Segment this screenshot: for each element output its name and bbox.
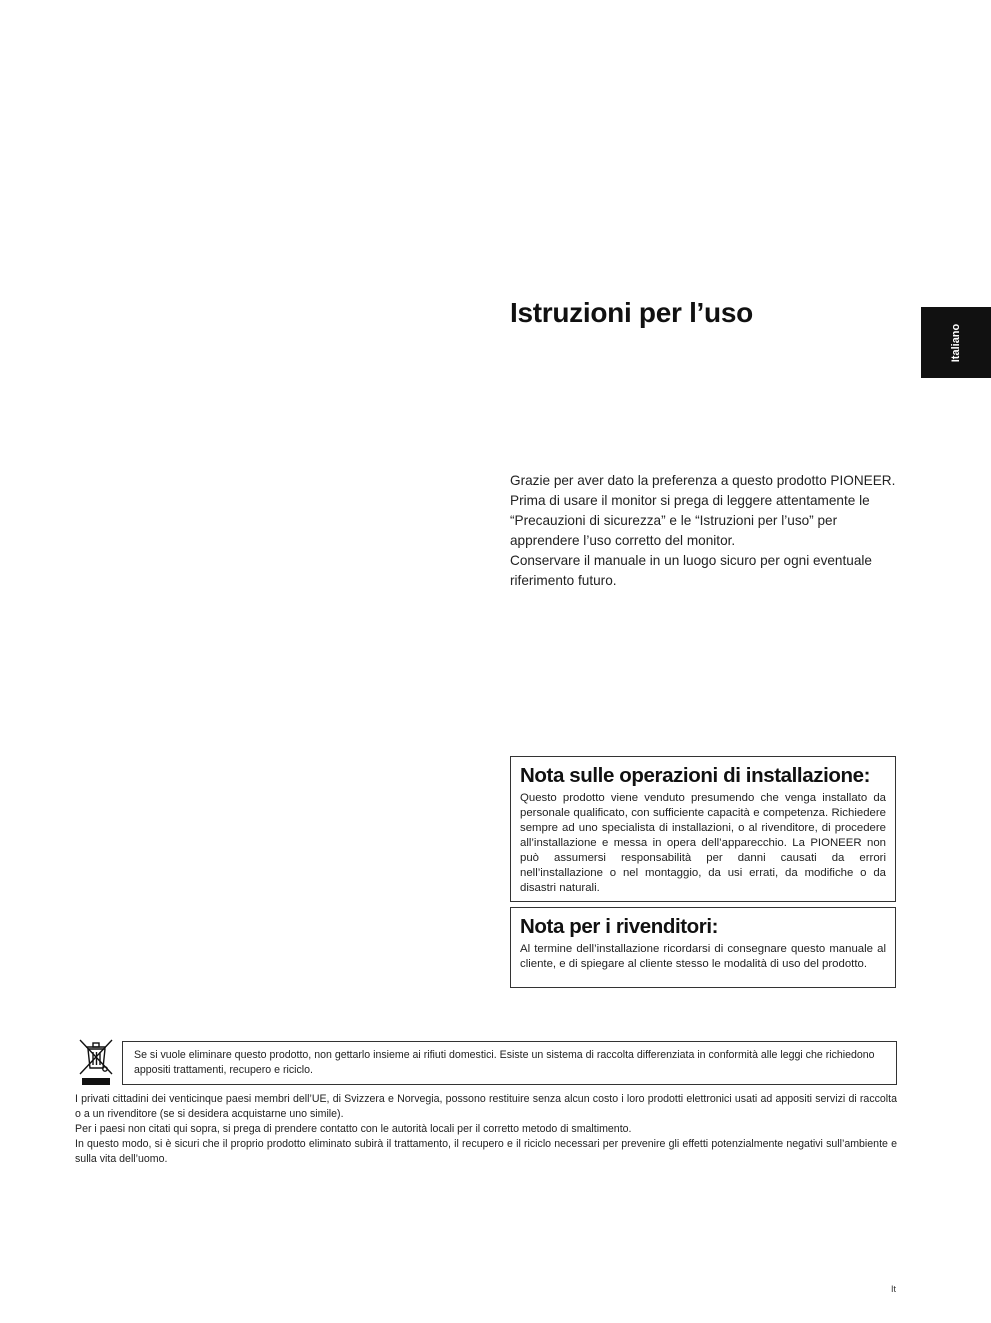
- language-tab-label: Italiano: [950, 323, 962, 362]
- installation-note-box: [510, 756, 896, 902]
- disposal-paragraph: Per i paesi non citati qui sopra, si prega di prendere contatto con le autorità locali per il corretto metodo di smaltimento.: [75, 1123, 632, 1135]
- crossed-out-wheelie-bin-icon: [78, 1038, 114, 1086]
- installation-note-heading: Nota sulle operazioni di installazione:: [520, 764, 871, 787]
- intro-paragraph: Conservare il manuale in un luogo sicuro per ogni eventuale riferimento futuro.: [510, 553, 872, 588]
- disposal-notice-box: Se si vuole eliminare questo prodotto, non gettarlo insieme ai rifiuti domestici. Esiste un sistema di raccolta differenziata in conformità alle leggi che richiedono appositi trattamenti, recupero e riciclo.: [122, 1041, 897, 1085]
- dealers-note-heading: Nota per i rivenditori:: [520, 915, 719, 938]
- installation-note-body: Questo prodotto viene venduto presumendo che venga installato da personale qualificato, con sufficiente capacità e competenza. Richiedere sempre ad uno specialista di installazioni, o al rivenditore, di procedere all’installazione e messa in opera dell’apparecchio. La PIONEER non può assumersi responsabilità per danni causati da errori nell’installazione o nel montaggio, da usi errati, da modifiche o da disastri naturali.: [520, 792, 886, 894]
- intro-text: [510, 471, 900, 591]
- dealers-note-body: Al termine dell’installazione ricordarsi di consegnare questo manuale al cliente, e di spiegare al cliente stesso le modalità di uso del prodotto.: [520, 943, 886, 970]
- disposal-info: [75, 1092, 897, 1167]
- disposal-paragraph: In questo modo, si è sicuri che il proprio prodotto eliminato subirà il trattamento, il recupero e il riciclo necessari per prevenire gli effetti potenzialmente negativi sull’ambiente e sulla vita dell’uomo.: [75, 1138, 897, 1165]
- page-language-code: It: [891, 1284, 897, 1294]
- intro-paragraph: Grazie per aver dato la preferenza a questo prodotto PIONEER.: [510, 473, 896, 488]
- language-tab: [921, 307, 991, 378]
- dealers-note-box: [510, 907, 896, 988]
- page-title: Istruzioni per l’uso: [510, 296, 753, 328]
- intro-paragraph: Prima di usare il monitor si prega di leggere attentamente le “Precauzioni di sicurezza” e le “Istruzioni per l’uso” per apprendere l’uso corretto del monitor.: [510, 493, 870, 548]
- disposal-paragraph: I privati cittadini dei venticinque paesi membri dell’UE, di Svizzera e Norvegia, possono restituire senza alcun costo i loro prodotti elettronici usati ad appositi servizi di raccolta o a un rivenditore (se si desidera acquistarne uno simile).: [75, 1093, 897, 1120]
